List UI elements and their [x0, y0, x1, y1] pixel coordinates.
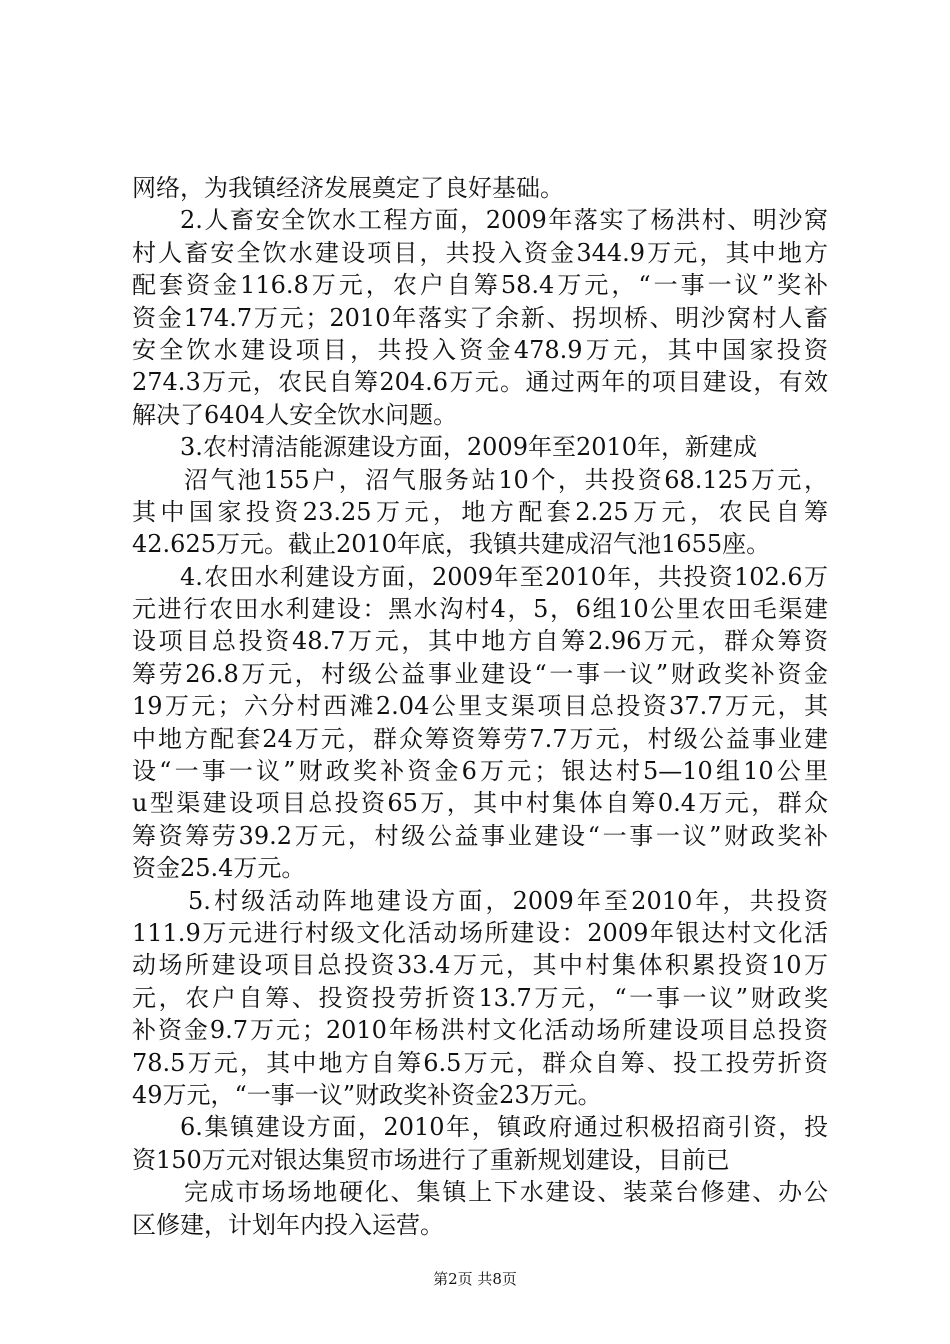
text-line: 111.9万元进行村级文化活动场所建设：2009年银达村文化活: [132, 918, 828, 947]
text-line: 安全饮水建设项目，共投入资金478.9万元，其中国家投资: [132, 335, 828, 364]
text-line: 其中国家投资23.25万元，地方配套2.25万元，农民自筹: [132, 497, 828, 526]
text-line: 中地方配套24万元，群众筹资筹劳7.7万元，村级公益事业建: [132, 724, 828, 753]
text-line: 元，农户自筹、投资投劳折资13.7万元，“一事一议”财政奖: [132, 983, 828, 1012]
text-line: 区修建，计划年内投入运营。: [132, 1210, 444, 1239]
text-line: 元进行农田水利建设：黑水沟村4，5，6组10公里农田毛渠建: [132, 595, 828, 624]
text-line: 配套资金116.8万元，农户自筹58.4万元，“一事一议”奖补: [132, 271, 828, 300]
text-line: 设项目总投资48.7万元，其中地方自筹2.96万元，群众筹资: [132, 627, 828, 656]
text-line: 动场所建设项目总投资33.4万元，其中村集体积累投资10万: [132, 951, 828, 980]
text-line: 274.3万元，农民自筹204.6万元。通过两年的项目建设，有效: [132, 368, 828, 397]
text-line: 49万元，“一事一议”财政奖补资金23万元。: [132, 1080, 602, 1109]
page-number: 第2页 共8页: [433, 1270, 517, 1288]
text-line: 完成市场场地硬化、集镇上下水建设、装菜台修建、办公: [184, 1178, 828, 1207]
text-line: 沼气池155户，沼气服务站10个，共投资68.125万元，: [184, 465, 828, 494]
text-line: 设“一事一议”财政奖补资金6万元；银达村5—10组10公里: [132, 757, 828, 786]
text-line: 78.5万元，其中地方自筹6.5万元，群众自筹、投工投劳折资: [132, 1048, 828, 1077]
text-line: u型渠建设项目总投资65万，其中村集体自筹0.4万元，群众: [132, 789, 828, 818]
text-line: 筹劳26.8万元，村级公益事业建设“一事一议”财政奖补资金: [132, 659, 828, 688]
text-line: 村人畜安全饮水建设项目，共投入资金344.9万元，其中地方: [132, 238, 828, 267]
text-line: 补资金9.7万元；2010年杨洪村文化活动场所建设项目总投资: [132, 1016, 828, 1045]
text-line: 2.人畜安全饮水工程方面，2009年落实了杨洪村、明沙窝: [180, 206, 828, 235]
text-line: 3.农村清洁能源建设方面，2009年至2010年，新建成: [180, 433, 758, 462]
text-line: 4.农田水利建设方面，2009年至2010年，共投资102.6万: [180, 562, 828, 591]
text-line: 5.村级活动阵地建设方面，2009年至2010年，共投资: [188, 886, 828, 915]
text-line: 解决了6404人安全饮水问题。: [132, 400, 458, 429]
document-body: [132, 172, 828, 1241]
page-footer: [0, 1269, 950, 1289]
text-line: 资金174.7万元；2010年落实了余新、拐坝桥、明沙窝村人畜: [132, 303, 828, 332]
text-line: 42.625万元。截止2010年底，我镇共建成沼气池1655座。: [132, 530, 771, 559]
text-line: 筹资筹劳39.2万元，村级公益事业建设“一事一议”财政奖补: [132, 821, 828, 850]
text-line: 19万元；六分村西滩2.04公里支渠项目总投资37.7万元，其: [132, 692, 828, 721]
text-line: 网络，为我镇经济发展奠定了良好基础。: [132, 174, 564, 202]
text-line: 6.集镇建设方面，2010年，镇政府通过积极招商引资，投: [180, 1113, 828, 1142]
text-line: 资金25.4万元。: [132, 854, 306, 883]
text-line: 资150万元对银达集贸市场进行了重新规划建设，目前已: [132, 1145, 730, 1174]
